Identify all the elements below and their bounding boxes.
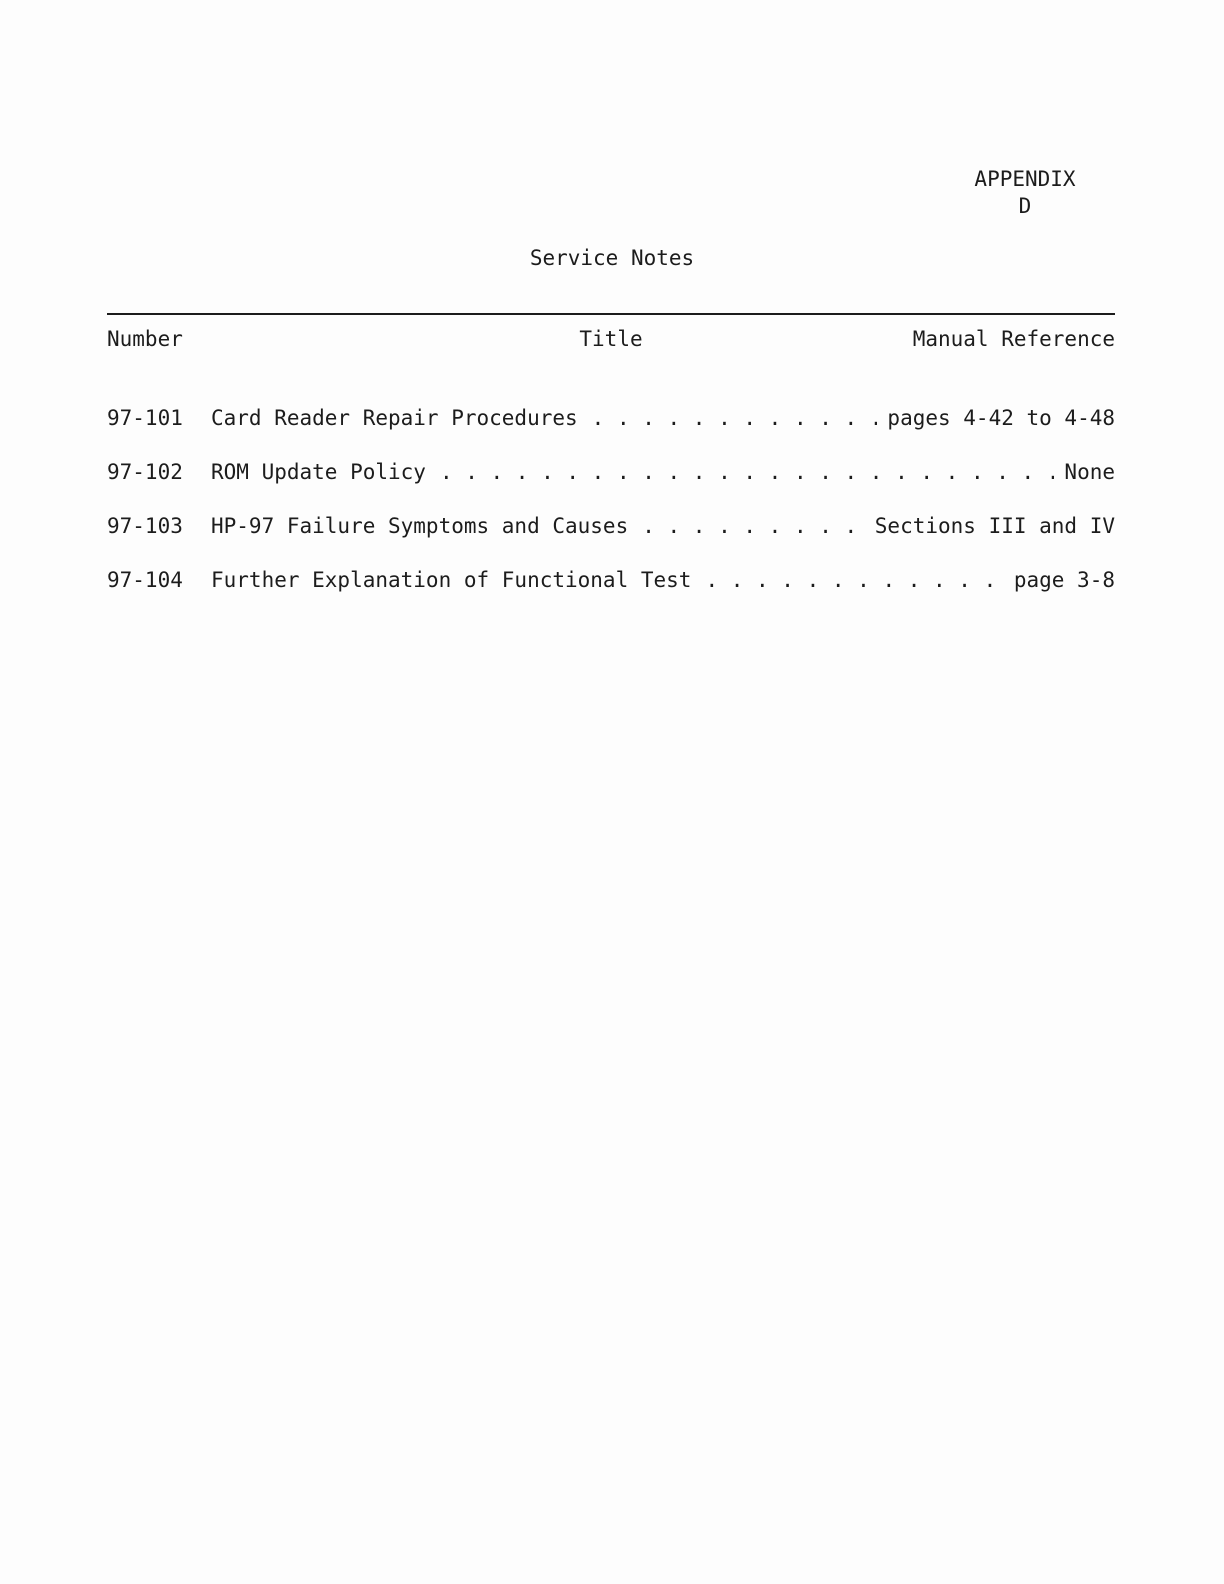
table-row xyxy=(107,406,1115,460)
appendix-label: APPENDIX xyxy=(974,167,1076,191)
column-header-number: Number xyxy=(107,327,183,351)
table-row xyxy=(107,514,1115,568)
note-number: 97-102 xyxy=(107,460,183,484)
appendix-heading xyxy=(950,166,1100,220)
table-row xyxy=(107,568,1115,622)
header-divider xyxy=(107,313,1115,315)
table-header xyxy=(107,327,1115,355)
note-number: 97-103 xyxy=(107,514,183,538)
dot-leader xyxy=(440,460,1054,484)
note-title: HP-97 Failure Symptoms and Causes xyxy=(211,514,629,538)
dot-leader xyxy=(705,568,1003,592)
table-row xyxy=(107,460,1115,514)
service-notes-list xyxy=(107,406,1115,622)
note-number: 97-101 xyxy=(107,406,183,430)
note-reference: pages 4-42 to 4-48 xyxy=(887,406,1115,430)
column-header-reference: Manual Reference xyxy=(912,327,1115,351)
note-title: ROM Update Policy xyxy=(211,460,426,484)
note-reference: Sections III and IV xyxy=(874,514,1115,538)
note-reference: None xyxy=(1064,460,1115,484)
column-header-title: Title xyxy=(579,327,643,351)
note-title: Card Reader Repair Procedures xyxy=(211,406,578,430)
note-reference: page 3-8 xyxy=(1013,568,1115,592)
page-title: Service Notes xyxy=(529,246,695,270)
dot-leader xyxy=(642,514,865,538)
dot-leader xyxy=(592,406,878,430)
note-title: Further Explanation of Functional Test xyxy=(211,568,692,592)
note-number: 97-104 xyxy=(107,568,183,592)
appendix-letter: D xyxy=(1018,194,1032,218)
